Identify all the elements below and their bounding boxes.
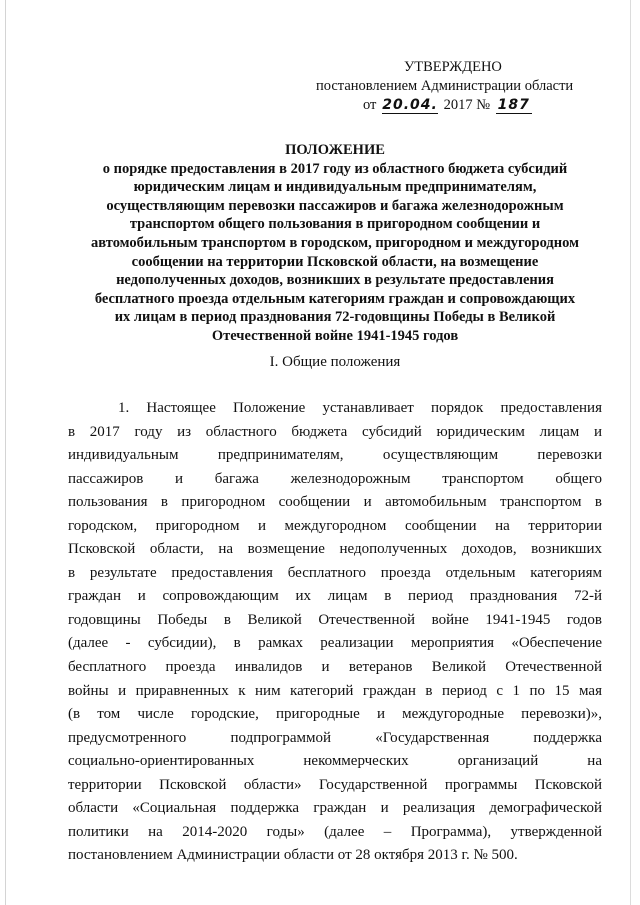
paragraph-line: бесплатного проезда инвалидов и ветеранов Великой Отечественной xyxy=(68,659,602,676)
paragraph-line: годовщины Победы в Великой Отечественной войне 1941-1945 годов xyxy=(68,611,602,628)
paragraph-line: войны и приравненных к ним категорий граждан в период с 1 по 15 мая xyxy=(68,682,602,699)
paragraph-line: в 2017 году из областного бюджета субсидий юридическим лицам и xyxy=(68,423,602,440)
title-line: юридическим лицам и индивидуальным предпринимателям, xyxy=(133,179,537,196)
paragraph-line: 1. Настоящее Положение устанавливает порядок предоставления xyxy=(118,400,602,416)
paragraph-line: территории Псковской области» Государственной программы Псковской xyxy=(68,776,602,793)
paragraph-line: постановлением Администрации области от 28 октября 2013 г. № 500. xyxy=(68,847,518,864)
paragraph-1 xyxy=(68,397,602,868)
document-heading: ПОЛОЖЕНИЕ xyxy=(285,142,385,158)
paragraph-line: пассажиров и багажа железнодорожным транспортом общего xyxy=(68,470,602,487)
approval-title: УТВЕРЖДЕНО xyxy=(404,59,502,75)
title-line: осуществляющим перевозки пассажиров и багажа железнодорожным xyxy=(106,197,564,214)
paragraph-line: предусмотренного подпрограммой «Государственная поддержка xyxy=(68,729,602,746)
handwritten-date: 20.04. xyxy=(382,97,438,113)
title-line: сообщении на территории Псковской области, на возмещение xyxy=(131,253,539,270)
title-line: транспортом общего пользования в пригородном сообщении и xyxy=(129,216,541,233)
approval-date-prefix: от xyxy=(363,97,377,113)
title-line: их лицам в период празднования 72-годовщины Победы в Великой xyxy=(114,309,556,326)
paragraph-line: в результате предоставления бесплатного проезда отдельным категориям xyxy=(68,564,602,581)
scan-edge-left xyxy=(5,0,6,905)
approval-date-line xyxy=(300,96,600,115)
paragraph-line: (в том числе городские, пригородные и междугородные перевозки)», xyxy=(68,706,602,723)
approval-year-number-label: 2017 № xyxy=(443,97,491,113)
title-line: недополученных доходов, возникших в результате предоставления xyxy=(116,272,554,289)
scan-edge-right xyxy=(630,0,631,905)
title-line: бесплатного проезда отдельным категориям граждан и сопровождающих xyxy=(94,290,576,307)
paragraph-line: городском, пригородном и междугородном сообщении на территории xyxy=(68,517,602,534)
handwritten-number: 187 xyxy=(497,97,530,113)
paragraph-line: социально-ориентированных некоммерческих организаций на xyxy=(68,753,602,770)
title-line: автомобильным транспортом в городском, пригородном и междугородном xyxy=(91,234,579,251)
paragraph-line: Псковской области, на возмещение недополученных доходов, возникших xyxy=(68,541,602,558)
paragraph-line: политики на 2014-2020 годы» (далее – Программа), утвержденной xyxy=(68,823,602,840)
section-heading: I. Общие положения xyxy=(269,354,401,370)
paragraph-line: индивидуальным предпринимателям, осуществляющим перевозки xyxy=(68,447,602,464)
title-line: Отечественной войне 1941-1945 годов xyxy=(211,327,459,344)
paragraph-line: области «Социальная поддержка граждан и реализация демографической xyxy=(68,800,602,817)
paragraph-line: граждан и сопровождающим их лицам в период празднования 72-й xyxy=(68,588,602,605)
paragraph-line: (далее - субсидии), в рамках реализации мероприятия «Обеспечение xyxy=(68,635,602,652)
approval-basis: постановлением Администрации области xyxy=(316,78,574,94)
approval-stamp-block xyxy=(300,58,600,115)
title-line: о порядке предоставления в 2017 году из областного бюджета субсидий xyxy=(102,160,568,177)
document-title xyxy=(70,141,600,346)
paragraph-line: пользования в пригородном сообщении и автомобильным транспортом в xyxy=(68,494,602,511)
